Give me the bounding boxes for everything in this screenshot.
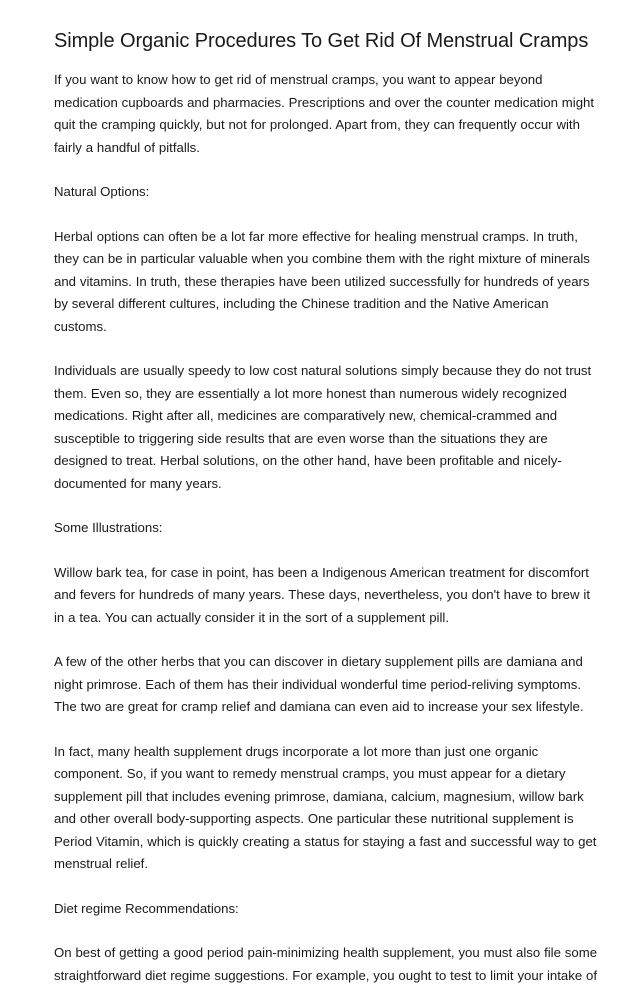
paragraph-supplement-pills: In fact, many health supplement drugs incorporate a lot more than just one organic component. So, if you want to remedy menstrual cramps, you must appear for a dietary supplement pill that includes evening primrose, damiana, calcium, magnesium, willow bark and other overall body-supporting aspects. One particular these nutritional supplement is Period Vitamin, which is quickly creating a status for staying a fast and successful way to get menstrual relief. [54,743,597,871]
paragraph-intro: If you want to know how to get rid of menstrual cramps, you want to appear beyond medication cupboards and pharmacies. Prescriptions and over the counter medication might quit the cramping quickly, but not for prolonged. Apart from, they can frequently occur with fairly a handful of pitfalls. [54,72,595,155]
paragraph-willow-bark: Willow bark tea, for case in point, has been a Indigenous American treatment for discomfort and fevers for hundreds of many years. These days, nevertheless, you don't have to brew it in a tea. You can actually consider it in the sort of a supplement pill. [54,564,590,625]
paragraph-other-herbs: A few of the other herbs that you can discover in dietary supplement pills are damiana and night primrose. Each of them has their individual wonderful time period-reliving symptoms. The two are great for cramp relief and damiana can even aid to increase your sex lifestyle. [54,654,584,714]
section-heading-natural-options: Natural Options: [54,184,150,199]
paragraph-natural-solutions-trust: Individuals are usually speedy to low cost natural solutions simply because they do not trust them. Even so, they are essentially a lot more honest than numerous widely recognized medications. Right after all, medicines are comparatively new, chemical-crammed and susceptible to triggering side results that are even worse than the situations they are designed to treat. Herbal solutions, on the other hand, have been profitable and nicely-documented for many years. [54,363,592,491]
document-title: Simple Organic Procedures To Get Rid Of Menstrual Cramps [54,30,589,52]
section-heading-diet: Diet regime Recommendations: [54,900,239,916]
paragraph-diet-suggestions: On best of getting a good period pain-minimizing health supplement, you must also file some straightforward diet regime suggestions. For example, you ought to test to limit your intake of [54,945,598,983]
paragraph-herbal-options: Herbal options can often be a lot far more effective for healing menstrual cramps. In truth, they can be in particular valuable when you combine them with the right mixture of minerals and vitamins. In truth, these therapies have been utilized successfully for hundreds of years by several different cultures, including the Chinese tradition and the Native American customs. [54,228,590,334]
section-heading-illustrations: Some Illustrations: [54,520,163,535]
